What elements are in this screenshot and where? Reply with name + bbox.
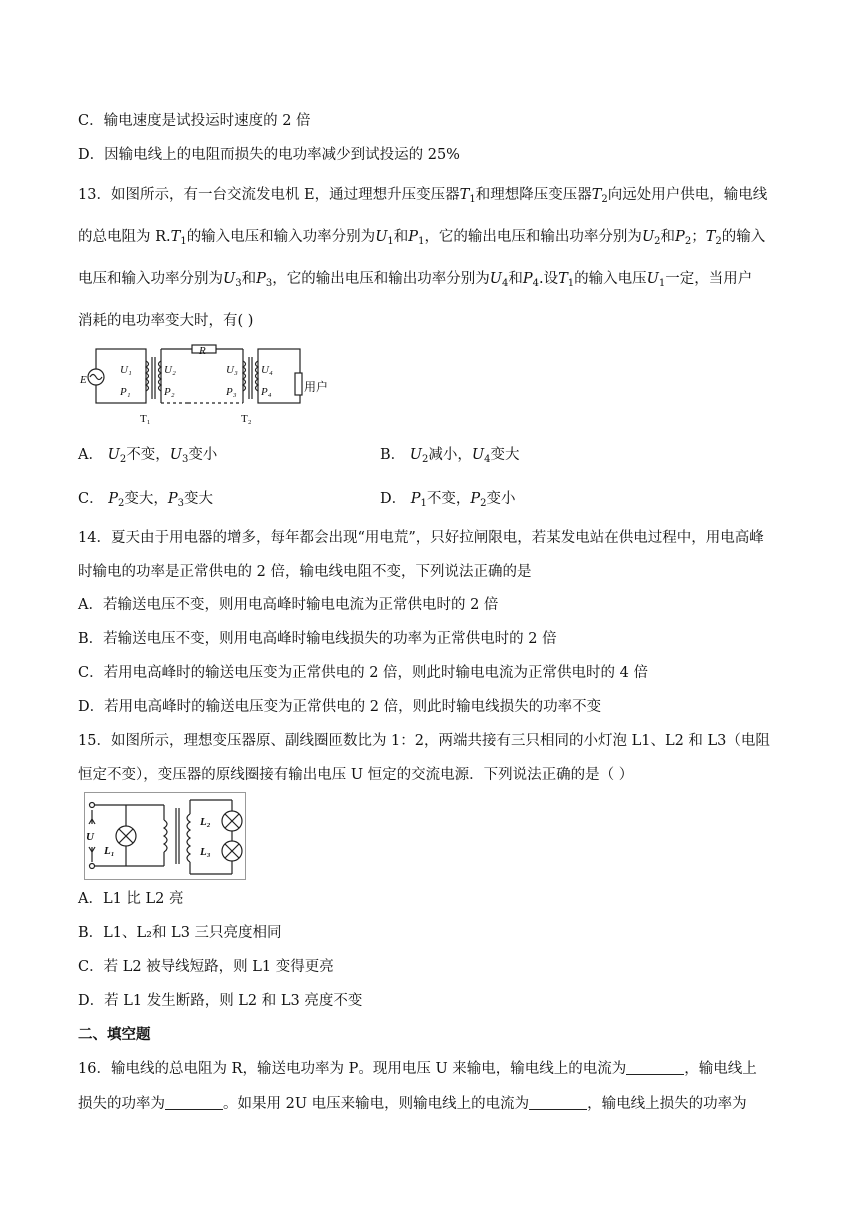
q15-line-2: 恒定不变），变压器的原线圈接有输出电压 U 恒定的交流电源．下列说法正确的是（ ） (78, 767, 634, 783)
q16-line-2: 损失的功率为 。如果用 2U 电压来输电，则输电线上的电流为 ，输电线上损失的功率为 (78, 1096, 747, 1112)
q13-line-4: 消耗的电功率变大时，有( ) (78, 313, 254, 329)
q15-option-a[interactable]: A．L1 比 L2 亮 (78, 891, 184, 907)
q13-option-b[interactable]: B． $U_2$减小，$U_4$变大 (380, 447, 520, 465)
label-P4: P₄ (261, 386, 272, 398)
q13-option-a[interactable]: A． $U_2$不变，$U_3$变小 (78, 447, 218, 465)
q15-transformer-diagram (84, 792, 246, 880)
section-title-fill-in: 二、填空题 (78, 1027, 151, 1043)
q16-blank-2[interactable] (165, 1095, 223, 1110)
label-U1: U₁ (120, 364, 132, 376)
label-L1: L₁ (104, 845, 115, 857)
label-U3: U₃ (226, 364, 238, 376)
q13-user-label: 用户 (304, 380, 329, 394)
q15-option-d[interactable]: D．若 L1 发生断路，则 L2 和 L3 亮度不变 (78, 993, 363, 1009)
q15-option-b[interactable]: B．L1、L₂和 L3 三只亮度相同 (78, 925, 282, 941)
label-L3: L₃ (200, 846, 211, 858)
label-P1: P₁ (120, 386, 131, 398)
q13-option-d[interactable]: D． $P_1$不变，$P_2$变小 (380, 491, 516, 509)
q14-option-d[interactable]: D．若用电高峰时的输送电压变为正常供电的 2 倍，则此时输电线损失的功率不变 (78, 699, 602, 715)
label-L2: L₂ (200, 816, 211, 828)
q14-option-a[interactable]: A．若输送电压不变，则用电高峰时输电电流为正常供电时的 2 倍 (78, 597, 499, 613)
q13-line-2: 的总电阻为 $R.T_1$的输入电压和输入功率分别为$U_1$和$P_1$，它的输出电压和输出功率分别为$U_2$和$P_2$；$T_2$的输入 (78, 229, 766, 247)
label-P2: P₂ (164, 386, 175, 398)
label-P3: P₃ (226, 386, 237, 398)
q13-line-3: 电压和输入功率分别为$U_3$和$P_3$，它的输出电压和输出功率分别为$U_4$和$P_4$.设$T_1$的输入电压$U_1$一定，当用户 (78, 271, 753, 289)
q16-blank-3[interactable] (529, 1095, 587, 1110)
label-U2: U₂ (164, 364, 176, 376)
q13-circuit-diagram (78, 343, 304, 430)
q12-option-d[interactable]: D．因输电线上的电阻而损失的电功率减少到试投运的 25% (78, 147, 460, 163)
q14-line-1: 14．夏天由于用电器的增多，每年都会出现“用电荒”，只好拉闸限电，若某发电站在供电过程中，用电高峰 (78, 530, 764, 546)
label-T1: T₁ (140, 413, 151, 425)
label-T2: T₂ (241, 413, 252, 425)
q15-line-1: 15．如图所示，理想变压器原、副线圈匝数比为 1：2，两端共接有三只相同的小灯泡 L1、L2 和 L3（电阻 (78, 733, 770, 749)
label-E: E (80, 374, 87, 386)
q16-blank-1[interactable] (626, 1060, 684, 1075)
label-U: U (86, 831, 94, 843)
label-R: R (199, 345, 206, 357)
q13-line-1: 13．如图所示，有一台交流发电机 E，通过理想升压变压器$T_1$和理想降压变压器$T_2$向远处用户供电，输电线 (78, 187, 768, 205)
q16-line-1: 16．输电线的总电阻为 R，输送电功率为 P。现用电压 U 来输电，输电线上的电流为 ，输电线上 (78, 1061, 757, 1077)
q14-option-c[interactable]: C．若用电高峰时的输送电压变为正常供电的 2 倍，则此时输电电流为正常供电时的 4 倍 (78, 665, 648, 681)
q14-option-b[interactable]: B．若输送电压不变，则用电高峰时输电线损失的功率为正常供电时的 2 倍 (78, 631, 557, 647)
q12-option-c[interactable]: C．输电速度是试投运时速度的 2 倍 (78, 113, 311, 129)
q14-line-2: 时输电的功率是正常供电的 2 倍，输电线电阻不变，下列说法正确的是 (78, 564, 532, 580)
q13-option-c[interactable]: C． $P_2$变大，$P_3$变大 (78, 491, 213, 509)
label-U4: U₄ (261, 364, 273, 376)
q15-option-c[interactable]: C．若 L2 被导线短路，则 L1 变得更亮 (78, 959, 334, 975)
